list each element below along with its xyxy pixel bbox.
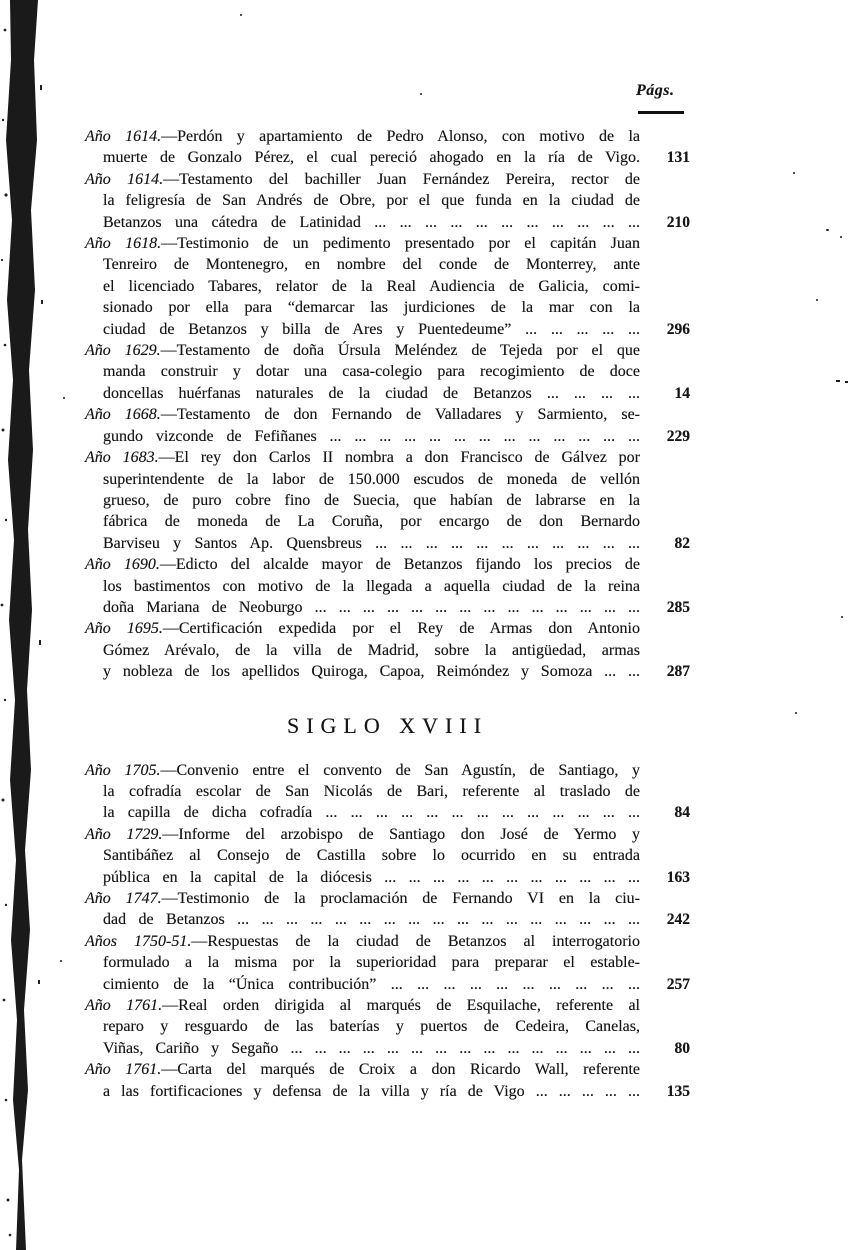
entry-page-number: 84 [674, 804, 690, 822]
entry-year: Año 1614. [85, 170, 164, 188]
entry-text [85, 126, 640, 169]
entry-line: reparo y resguardo de las baterías y puertos de Cedeira, Canelas, [103, 1018, 640, 1036]
entry-text [85, 1059, 640, 1102]
entry-line: Año 1668.—Testamento de don Fernando de Valladares y Sarmiento, se- [85, 406, 640, 424]
entry-line: los bastimentos con motivo de la llegada a aquella ciudad de la reina [103, 577, 640, 595]
entry-line: formulado a la misma por la superioridad para preparar el estable- [103, 954, 640, 972]
entry-year: Año 1614. [85, 128, 162, 145]
entry-line: manda construir y dotar una casa-colegio para recogimiento de doce [103, 363, 640, 381]
toc-entry [85, 760, 690, 824]
scan-speckle [420, 93, 422, 95]
entry-line: Año 1695.—Certificación expedida por el Rey de Armas don Antonio [85, 620, 640, 638]
toc-entry [85, 340, 690, 404]
entry-line: la capilla de dicha cofradía ... ... ... ... ... ... ... ... ... ... ... ... ... [103, 804, 640, 822]
entry-text [85, 824, 640, 888]
entry-text [85, 340, 640, 404]
entry-line: cimiento de la “Única contribución” ... ... ... ... ... ... ... ... ... ... [103, 975, 640, 993]
pags-rule [638, 111, 684, 114]
entry-page-number: 82 [674, 534, 690, 552]
toc-entry [85, 554, 690, 618]
entry-line: el licenciado Tabares, relator de la Real Audiencia de Galicia, comi- [103, 277, 640, 295]
toc-entry [85, 888, 690, 931]
scan-speckle [836, 380, 840, 382]
entry-line: Viñas, Cariño y Segaño ... ... ... ... ... ... ... ... ... ... ... ... ... ... ... [103, 1039, 640, 1057]
scan-speckle [826, 229, 829, 231]
entry-page-number: 80 [674, 1039, 690, 1057]
entry-page-number: 163 [666, 868, 690, 886]
entry-line: muerte de Gonzalo Pérez, el cual pereció ahogado en la ría de Vigo. [103, 149, 640, 167]
scan-speckle [793, 172, 795, 174]
entry-year: Año 1683. [85, 449, 159, 467]
toc-entry [85, 169, 690, 233]
entry-page-number: 285 [666, 598, 690, 616]
entry-text [85, 760, 640, 824]
entry-line: Año 1683.—El rey don Carlos II nombra a don Francisco de Gálvez por [85, 449, 640, 467]
entry-page-number: 210 [666, 213, 690, 231]
entry-line: Gómez Arévalo, de la villa de Madrid, sobre la antigüedad, armas [103, 641, 640, 659]
entry-year: Año 1761. [85, 1061, 162, 1079]
pags-header [636, 82, 716, 114]
entry-line: Barviseu y Santos Ap. Quensbreus ... ... ... ... ... ... ... ... ... ... ... [103, 534, 640, 552]
toc-entry [85, 618, 690, 682]
entry-page-number: 14 [674, 384, 690, 402]
entry-line: superintendente de la labor de 150.000 escudos de moneda de vellón [103, 470, 640, 488]
scan-speckle [840, 236, 842, 238]
entry-line: Año 1761.—Real orden dirigida al marqués de Esquilache, referente al [85, 997, 640, 1015]
pags-label: Págs. [636, 82, 675, 99]
entry-text [85, 618, 640, 682]
entry-year: Año 1618. [85, 235, 162, 253]
scan-speckle [240, 14, 242, 16]
section-heading: SIGLO XVIII [286, 712, 489, 738]
toc-entry [85, 995, 690, 1059]
entry-line: Año 1729.—Informe del arzobispo de Santiago don José de Yermo y [85, 825, 640, 843]
entry-text [85, 404, 640, 447]
entry-line: ciudad de Betanzos y billa de Ares y Puentedeume” ... ... ... ... ... [103, 320, 640, 338]
binding-shadow [0, 0, 60, 1250]
entry-year: Año 1695. [85, 620, 163, 638]
entry-line: Año 1747.—Testimonio de la proclamación de Fernando VI en la ciu- [85, 890, 640, 907]
entry-page-number: 287 [666, 663, 690, 681]
toc-entry [85, 1059, 690, 1102]
entry-text [85, 995, 640, 1059]
entry-page-number: 135 [666, 1082, 690, 1100]
entry-line: fábrica de moneda de La Coruña, por encargo de don Bernardo [103, 513, 640, 531]
entry-line: doncellas huérfanas naturales de la ciudad de Betanzos ... ... ... ... [103, 384, 640, 402]
entry-line: grueso, de puro cobre fino de Suecia, que habían de labrarse en la [103, 491, 640, 509]
toc-entry [85, 404, 690, 447]
entry-year: Año 1747. [85, 890, 162, 907]
scan-speckle [795, 712, 797, 714]
entry-text [85, 233, 640, 340]
entry-text [85, 554, 640, 618]
entry-line: Betanzos una cátedra de Latinidad ... ... ... ... ... ... ... ... ... ... ... [103, 213, 640, 231]
toc-entry [85, 233, 690, 340]
entry-line: Año 1614.—Testamento del bachiller Juan Fernández Pereira, rector de [85, 170, 640, 188]
entry-line: y nobleza de los apellidos Quiroga, Capoa, Reimóndez y Somoza ... ... [103, 663, 640, 681]
entry-text [85, 447, 640, 554]
scan-speckle [841, 616, 843, 618]
toc-entry [85, 931, 690, 995]
entry-page-number: 229 [666, 427, 690, 445]
entry-line: la cofradía escolar de San Nicolás de Bari, referente al traslado de [103, 782, 640, 800]
entry-line: dad de Betanzos ... ... ... ... ... ... ... ... ... ... ... ... ... ... ... ... ... [103, 911, 640, 929]
entry-line: Año 1690.—Edicto del alcalde mayor de Betanzos fijando los precios de [85, 556, 640, 574]
entry-line: Año 1614.—Perdón y apartamiento de Pedro Alonso, con motivo de la [85, 128, 640, 145]
scan-speckle [60, 960, 62, 962]
entry-line: sionado por ella para “demarcar las jurdiciones de la mar con la [103, 299, 640, 317]
entry-year: Año 1629. [85, 342, 161, 360]
entry-line: Años 1750-51.—Respuestas de la ciudad de Betanzos al interrogatorio [85, 932, 640, 950]
entry-text [85, 931, 640, 995]
entry-line: Año 1761.—Carta del marqués de Croix a don Ricardo Wall, referente [85, 1061, 640, 1079]
entry-line: Santibáñez al Consejo de Castilla sobre lo ocurrido en su entrada [103, 847, 640, 865]
entry-year: Año 1705. [85, 761, 161, 779]
scan-speckle [63, 397, 65, 399]
entry-year: Años 1750-51. [85, 932, 192, 950]
toc-entry [85, 126, 690, 169]
entry-line: a las fortificaciones y defensa de la villa y ría de Vigo ... ... ... ... ... [103, 1082, 640, 1100]
entry-line: la feligresía de San Andrés de Obre, por el que funda en la ciudad de [103, 192, 640, 210]
entry-year: Año 1761. [85, 997, 163, 1015]
entry-text [85, 888, 640, 931]
entry-year: Año 1668. [85, 406, 161, 424]
entry-line: doña Mariana de Neoburgo ... ... ... ... ... ... ... ... ... ... ... ... ... ... [103, 598, 640, 616]
entry-page-number: 131 [666, 149, 690, 167]
scan-speckle [845, 381, 848, 383]
entry-line: Año 1618.—Testimonio de un pedimento presentado por el capitán Juan [85, 235, 640, 253]
entry-line: Tenreiro de Montenegro, en nombre del conde de Monterrey, ante [103, 256, 640, 274]
toc [85, 126, 690, 1102]
entry-page-number: 242 [666, 911, 690, 929]
entry-line: gundo vizconde de Fefiñanes ... ... ... ... ... ... ... ... ... ... ... ... ... [103, 427, 640, 445]
entry-line: Año 1705.—Convenio entre el convento de San Agustín, de Santiago, y [85, 761, 641, 779]
scan-speckle [816, 299, 818, 301]
toc-entry [85, 447, 690, 554]
entry-line: pública en la capital de la diócesis ... ... ... ... ... ... ... ... ... ... ... [103, 868, 640, 886]
toc-entry [85, 824, 690, 888]
entry-line: Año 1629.—Testamento de doña Úrsula Meléndez de Tejeda por el que [85, 342, 641, 360]
entry-page-number: 296 [666, 320, 690, 338]
entry-text [85, 169, 640, 233]
entry-year: Año 1690. [85, 556, 160, 574]
entry-page-number: 257 [666, 975, 690, 993]
entry-year: Año 1729. [85, 825, 163, 843]
